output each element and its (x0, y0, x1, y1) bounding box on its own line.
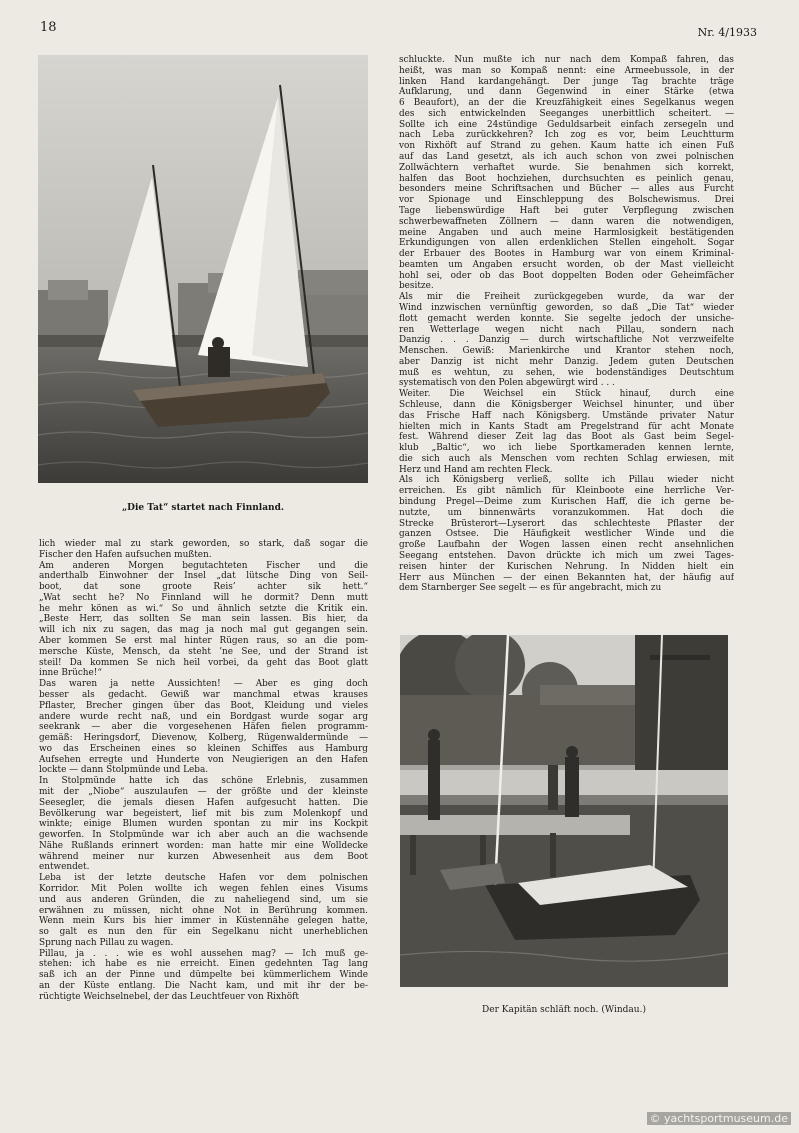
text-line: Nähe Rußlands erinnert worden: man hatte mir eine Wolldecke (39, 840, 368, 851)
text-line: gemäß: Heringsdorf, Dievenow, Kolberg, Rügenwaldermünde — (39, 733, 368, 744)
text-line: beamten um Angaben ersucht worden, ob der Mast vielleicht (399, 259, 734, 270)
text-line: Zollwächtern verhaftet wurde. Sie benahmen sich korrekt, (399, 162, 734, 173)
text-line: ren Wetterlage wegen nicht nach Pillau, sondern nach (399, 324, 734, 335)
text-line: besitze. (399, 281, 434, 292)
text-line: In Stolpmünde hatte ich das schöne Erlebnis, zusammen (39, 776, 368, 787)
text-line: an der Küste entlang. Die Nacht kam, und mit ihr der be- (39, 981, 368, 992)
text-line: saß ich an der Pinne und dümpelte bei kümmerlichem Winde (39, 970, 368, 981)
page-number: 18 (40, 20, 57, 35)
text-line: Aufsehen erregte und Hunderte von Neugierigen an den Hafen (39, 754, 368, 765)
text-line: fest. Während dieser Zeit lag das Boot als Gast beim Segel- (399, 432, 734, 443)
text-line: reisen hinter der Kurischen Nehrung. In Nidden hielt ein (399, 561, 734, 572)
issue-number: Nr. 4/1933 (697, 26, 757, 39)
text-line: besser als gedacht. Gewiß war manchmal etwas krauses (39, 689, 368, 700)
text-line: Herr aus München — der einen Bekannten hat, der häufig auf (399, 572, 734, 583)
text-line: flott gemacht werden konnte. Sie segelte jedoch der unsiche- (399, 313, 734, 324)
watermark-credit: © yachtsportmuseum.de (647, 1112, 791, 1125)
text-line: Fischer den Hafen aufsuchen mußten. (39, 549, 212, 560)
photo-harbor-windau (400, 635, 728, 987)
text-line: die sich auch als Menschen vom rechten Schlag erwiesen, mit (399, 453, 734, 464)
text-line: nutzte, um binnenwärts voranzukommen. Hat doch die (399, 507, 734, 518)
text-line: von Rixhöft auf Strand zu gehen. Kaum hatte ich einen Fuß (399, 141, 734, 152)
text-line: Herz und Hand am rechten Fleck. (399, 464, 553, 475)
figure-caption-2: Der Kapitän schläft noch. (Windau.) (482, 1005, 646, 1015)
text-line: klub „Baltic“, wo ich liebe Sportkameraden kennen lernte, (399, 443, 734, 454)
text-line: rüchtigte Weichselnebel, der das Leuchtfeuer von Rixhöft (39, 991, 299, 1002)
text-line: Menschen. Gewiß: Marienkirche und Krantor stehen noch, (399, 346, 734, 357)
text-line: des sich entwickelnden Seeganges unerbittlich scheitert. — (399, 108, 734, 119)
text-line: Bevölkerung war begeistert, lief mit bis zum Molenkopf und (39, 808, 368, 819)
text-line: mit der „Niobe“ auszulaufen — der größte und der kleinste (39, 786, 368, 797)
text-line: erreichen. Es gibt nämlich für Kleinboote eine herrliche Ver- (399, 486, 734, 497)
text-line: Tage liebenswürdige Haft bei guter Verpflegung zwischen (399, 205, 734, 216)
text-line: bindung Pregel—Deime zum Kurischen Haff, die ich gerne be- (399, 497, 734, 508)
text-line: will ich nix zu sagen, das mag ja noch mal gut gegangen sein. (39, 625, 368, 636)
text-line: und aus anderen Gründen, die zu naheliegend sind, um sie (39, 894, 368, 905)
text-line: mersche Küste, Mensch, da steht ’ne See, und der Strand ist (39, 646, 368, 657)
text-line: Korridor. Mit Polen wollte ich wegen fehlen eines Visums (39, 884, 368, 894)
text-line: Sollte ich eine 24stündige Geduldsarbeit einfach zersegeln und (399, 119, 734, 130)
text-line: „Wat secht he? No Finnland will he dormit? Denn mutt (39, 592, 368, 603)
text-line: Leba ist der letzte deutsche Hafen vor dem polnischen (39, 873, 368, 884)
text-line: hohl sei, oder ob das Boot doppelten Boden oder Geheimfächer (399, 270, 734, 281)
text-line: Pillau, ja . . . wie es wohl aussehen mag? — Ich muß ge- (39, 948, 368, 959)
text-line: steil! Da kommen Se nich heil vorbei, da geht das Boot glatt (39, 657, 368, 668)
text-line: Pflaster, Brecher gingen über das Boot, Kleidung und vieles (39, 700, 368, 711)
text-line: Strecke Brüsterort—Lyserort das schlechteste Pflaster der (399, 518, 734, 529)
text-line: Weiter. Die Weichsel ein Stück hinauf, durch eine (399, 389, 734, 400)
text-line: so galt es nun den für ein Segelkanu nicht unerheblichen (39, 927, 368, 938)
text-line: meine Angaben und auch meine Harmlosigkeit bestätigenden (399, 227, 734, 238)
text-line: Das waren ja nette Aussichten! — Aber es ging doch (39, 679, 368, 690)
text-line: boot, dat sone groote Reis’ achter sik hett.“ (39, 582, 368, 593)
text-line: erwähnen zu müssen, nicht ohne Not in Berührung kommen. (39, 905, 368, 916)
text-line: halfen das Boot hochziehen, durchsuchten es peinlich genau, (399, 173, 734, 184)
text-line: entwendet. (39, 862, 90, 873)
text-line: systematisch von den Polen abgewürgt wird . . . (399, 378, 615, 389)
text-line: das Frische Haff nach Königsberg. Umstände privater Natur (399, 410, 734, 421)
text-line: Als mir die Freiheit zurückgegeben wurde, da war der (399, 292, 734, 303)
text-line: der Erbauer des Bootes in Hamburg war von einem Kriminal- (399, 249, 734, 260)
text-line: große Laufbahn der Wogen lassen einen recht ansehnlichen (399, 540, 734, 551)
text-line: linken Hand kardangehängt. Der junge Tag brachte träge (399, 76, 734, 87)
text-line: geworfen. In Stolpmünde war ich aber auch an die wachsende (39, 830, 368, 841)
text-line: ganzen Ostsee. Die Häufigkeit westlicher Winde und die (399, 529, 734, 540)
text-line: während meiner nur kurzen Abwesenheit aus dem Boot (39, 851, 368, 862)
text-line: anderthalb Einwohner der Insel „dat lütsche Ding von Seil- (39, 571, 368, 582)
photo-sailboat-die-tat (38, 55, 368, 483)
text-line: Seesegler, die jemals diesen Hafen aufgesucht hatten. Die (39, 797, 368, 808)
text-line: lich wieder mal zu stark geworden, so stark, daß sogar die (39, 539, 368, 549)
text-line: aber Danzig ist nicht mehr Danzig. Jedem guten Deutschen (399, 356, 734, 367)
text-line: heißt, was man so Kompaß nennt: eine Armeebussole, in der (399, 65, 734, 76)
figure-caption-1: „Die Tat“ startet nach Finnland. (121, 503, 284, 513)
text-line: nach Leba zurückkehren? Ich zog es vor, beim Leuchtturm (399, 130, 734, 141)
text-line: hielten mich in Kants Stadt am Pregelstrand für acht Monate (399, 421, 734, 432)
text-line: Aber kommen Se erst mal hinter Rügen raus, so an die pom- (39, 636, 368, 647)
text-line: Sprung nach Pillau zu wagen. (39, 937, 174, 948)
text-line: schwerbewaffneten Zöllnern — dann waren die notwendigen, (399, 216, 734, 227)
text-line: dem Starnberger See segelt — es für angebracht, mich zu (399, 583, 662, 594)
text-column-right (399, 55, 734, 594)
text-line: Danzig . . . Danzig — durch wirtschaftliche Not verzweifelte (399, 335, 734, 346)
text-line: Aufklarung, und dann Gegenwind in einer Stärke (etwa (399, 87, 734, 98)
text-line: Als ich Königsberg verließ, sollte ich Pillau wieder nicht (399, 475, 734, 486)
text-line: inne Brüche!“ (39, 668, 102, 679)
text-line: vor Spionage und Einschleppung des Bolschewismus. Drei (399, 195, 734, 206)
text-line: muß es wehtun, zu sehen, wie bodenständiges Deutschtum (399, 367, 734, 378)
text-line: stehen: ich habe es nie erreicht. Einen gedehnten Tag lang (39, 959, 368, 970)
text-line: „Beste Herr, das sollten Se man sein lassen. Bis hier, da (39, 614, 368, 625)
text-line: Seegang entstehen. Davon drückte ich mich um zwei Tages- (399, 550, 734, 561)
text-line: lockte — dann Stolpmünde und Leba. (39, 765, 209, 776)
text-line: Schleuse, dann die Königsberger Weichsel hinunter, und über (399, 400, 734, 410)
text-line: seekrank — aber die vorgesehenen Häfen fielen programm- (39, 722, 368, 733)
text-line: he mehr könen as wi.“ So und ähnlich setzte die Kritik ein. (39, 603, 368, 614)
text-line: schluckte. Nun mußte ich nur nach dem Kompaß fahren, das (399, 55, 734, 65)
text-line: Am anderen Morgen begutachteten Fischer und die (39, 560, 368, 571)
text-line: auf das Land gesetzt, als ich auch schon von zwei polnischen (399, 152, 734, 163)
text-line: Wind inzwischen vernünftig geworden, so daß „Die Tat“ wieder (399, 302, 734, 313)
text-line: wo das Erscheinen eines so kleinen Schiffes aus Hamburg (39, 743, 368, 754)
text-line: Erkundigungen von allen erdenklichen Stellen eingeholt. Sogar (399, 238, 734, 249)
text-column-left (39, 539, 368, 1003)
text-line: besonders meine Schriftsachen und Bücher — alles aus Furcht (399, 184, 734, 195)
text-line: andere wurde recht naß, und ein Bordgast wurde sogar arg (39, 711, 368, 722)
text-line: winkte; einige Blumen wurden spontan zu mir ins Kockpit (39, 819, 368, 830)
text-line: 6 Beaufort), an der die Kreuzfähigkeit eines Segelkanus wegen (399, 98, 734, 109)
text-line: Wenn mein Kurs bis hier immer in Küstennähe gelegen hatte, (39, 916, 368, 927)
